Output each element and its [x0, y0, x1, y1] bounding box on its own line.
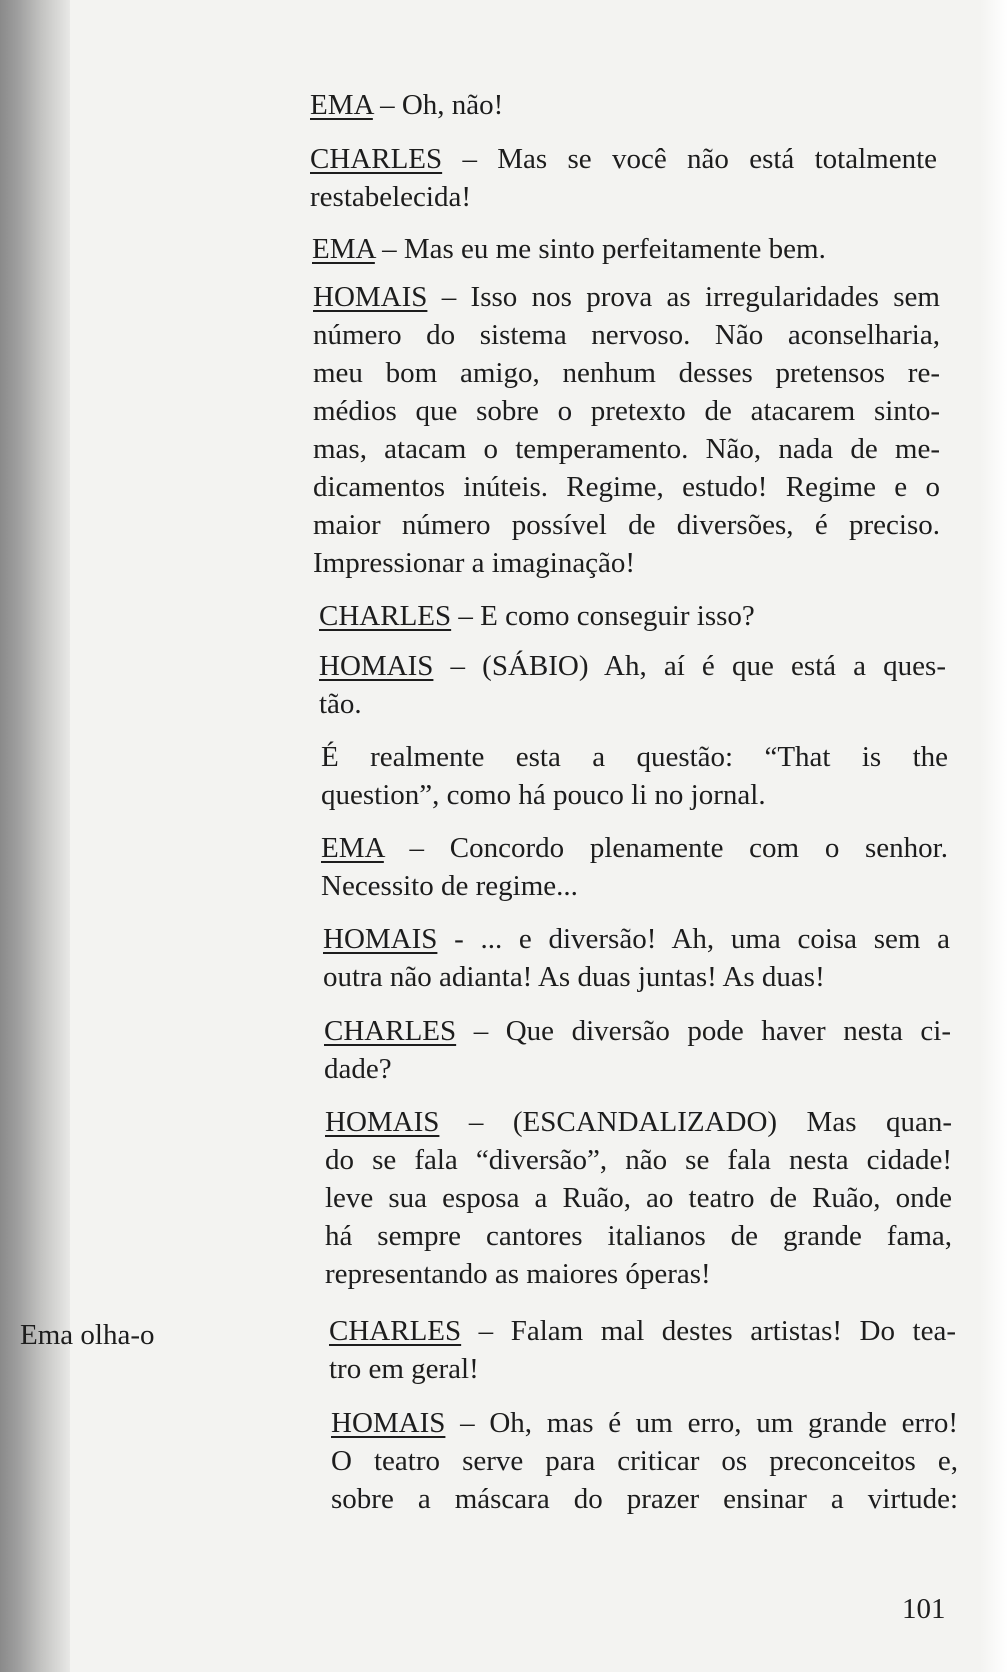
speech-line: meu bom amigo, nenhum desses pretensos re-	[313, 357, 940, 389]
speaker-name: HOMAIS	[325, 1106, 440, 1138]
page-right-edge	[980, 0, 1008, 1672]
speech-line: representando as maiores óperas!	[325, 1258, 711, 1290]
speech-ema-3	[321, 829, 948, 905]
speech-homais-5	[331, 1404, 958, 1518]
speech-text: – Mas se você não está totalmente	[442, 143, 937, 175]
speech-homais-2-continuation	[321, 738, 948, 814]
speech-homais-4	[325, 1103, 952, 1293]
speech-charles-4	[329, 1312, 956, 1388]
speech-ema-1	[310, 86, 937, 124]
speech-line	[310, 86, 937, 124]
speech-text: - ... e diversão! Ah, uma coisa sem a	[437, 923, 950, 955]
speech-line	[325, 1103, 952, 1141]
speech-line: número do sistema nervoso. Não aconselharia,	[313, 319, 940, 351]
speech-text: – Mas eu me sinto perfeitamente bem.	[374, 233, 826, 265]
speech-homais-2	[319, 647, 946, 723]
speech-line: dicamentos inúteis. Regime, estudo! Regime e o	[313, 471, 940, 503]
speaker-name: HOMAIS	[319, 650, 434, 682]
speech-line: restabelecida!	[310, 181, 472, 213]
speech-text: – Isso nos prova as irregularidades sem	[427, 281, 940, 313]
speech-line	[312, 230, 939, 268]
speech-text: – Oh, não!	[372, 89, 504, 121]
page-number: 101	[902, 1593, 946, 1625]
speech-text: – (SÁBIO) Ah, aí é que está a ques-	[433, 650, 946, 682]
speech-line: Impressionar a imaginação!	[313, 547, 636, 579]
speech-text: – Oh, mas é um erro, um grande erro!	[445, 1407, 958, 1439]
speech-line: tão.	[319, 688, 362, 720]
speech-homais-1	[313, 278, 940, 582]
speech-line	[323, 920, 950, 958]
speech-line: médios que sobre o pretexto de atacarem sinto-	[313, 395, 940, 427]
speech-charles-3	[324, 1012, 951, 1088]
speaker-name: CHARLES	[310, 143, 443, 175]
binding-gutter-shadow	[0, 0, 70, 1672]
speech-line: O teatro serve para criticar os preconceitos e,	[331, 1445, 958, 1477]
speech-line	[319, 597, 946, 635]
speaker-name: EMA	[310, 89, 373, 121]
speaker-name: HOMAIS	[323, 923, 438, 955]
speaker-name: CHARLES	[329, 1315, 462, 1347]
speech-line: há sempre cantores italianos de grande fama,	[325, 1220, 952, 1252]
speech-text: – Falam mal destes artistas! Do tea-	[461, 1315, 956, 1347]
speech-line: tro em geral!	[329, 1353, 479, 1385]
speech-line	[324, 1012, 951, 1050]
speech-text: – E como conseguir isso?	[451, 600, 755, 632]
speech-line	[331, 1404, 958, 1442]
speech-line: dade?	[324, 1053, 392, 1085]
speech-line: maior número possível de diversões, é preciso.	[313, 509, 940, 541]
speaker-name: HOMAIS	[313, 281, 428, 313]
speech-charles-2	[319, 597, 946, 635]
stage-direction-margin-note: Ema olha-o	[20, 1319, 155, 1351]
speaker-name: EMA	[312, 233, 375, 265]
speech-line	[310, 140, 937, 178]
speech-ema-2	[312, 230, 939, 268]
speech-line: Necessito de regime...	[321, 870, 578, 902]
speech-line: do se fala “diversão”, não se fala nesta cidade!	[325, 1144, 952, 1176]
speech-text: – (ESCANDALIZADO) Mas quan-	[439, 1106, 952, 1138]
speech-text: – Concordo plenamente com o senhor.	[383, 832, 948, 864]
speech-line	[321, 829, 948, 867]
speaker-name: CHARLES	[319, 600, 452, 632]
speech-line: outra não adianta! As duas juntas! As duas!	[323, 961, 825, 993]
speaker-name: CHARLES	[324, 1015, 457, 1047]
speaker-name: EMA	[321, 832, 384, 864]
speech-line: É realmente esta a questão: “That is the	[321, 741, 948, 773]
speech-homais-3	[323, 920, 950, 996]
speech-line	[319, 647, 946, 685]
speech-line: question”, como há pouco li no jornal.	[321, 779, 766, 811]
speech-line: mas, atacam o temperamento. Não, nada de me-	[313, 433, 940, 465]
speech-line	[329, 1312, 956, 1350]
speech-line	[313, 278, 940, 316]
speaker-name: HOMAIS	[331, 1407, 446, 1439]
speech-text: – Que diversão pode haver nesta ci-	[456, 1015, 951, 1047]
speech-line: sobre a máscara do prazer ensinar a virtude:	[331, 1483, 958, 1515]
speech-line: leve sua esposa a Ruão, ao teatro de Ruão, onde	[325, 1182, 952, 1214]
speech-charles-1	[310, 140, 937, 216]
